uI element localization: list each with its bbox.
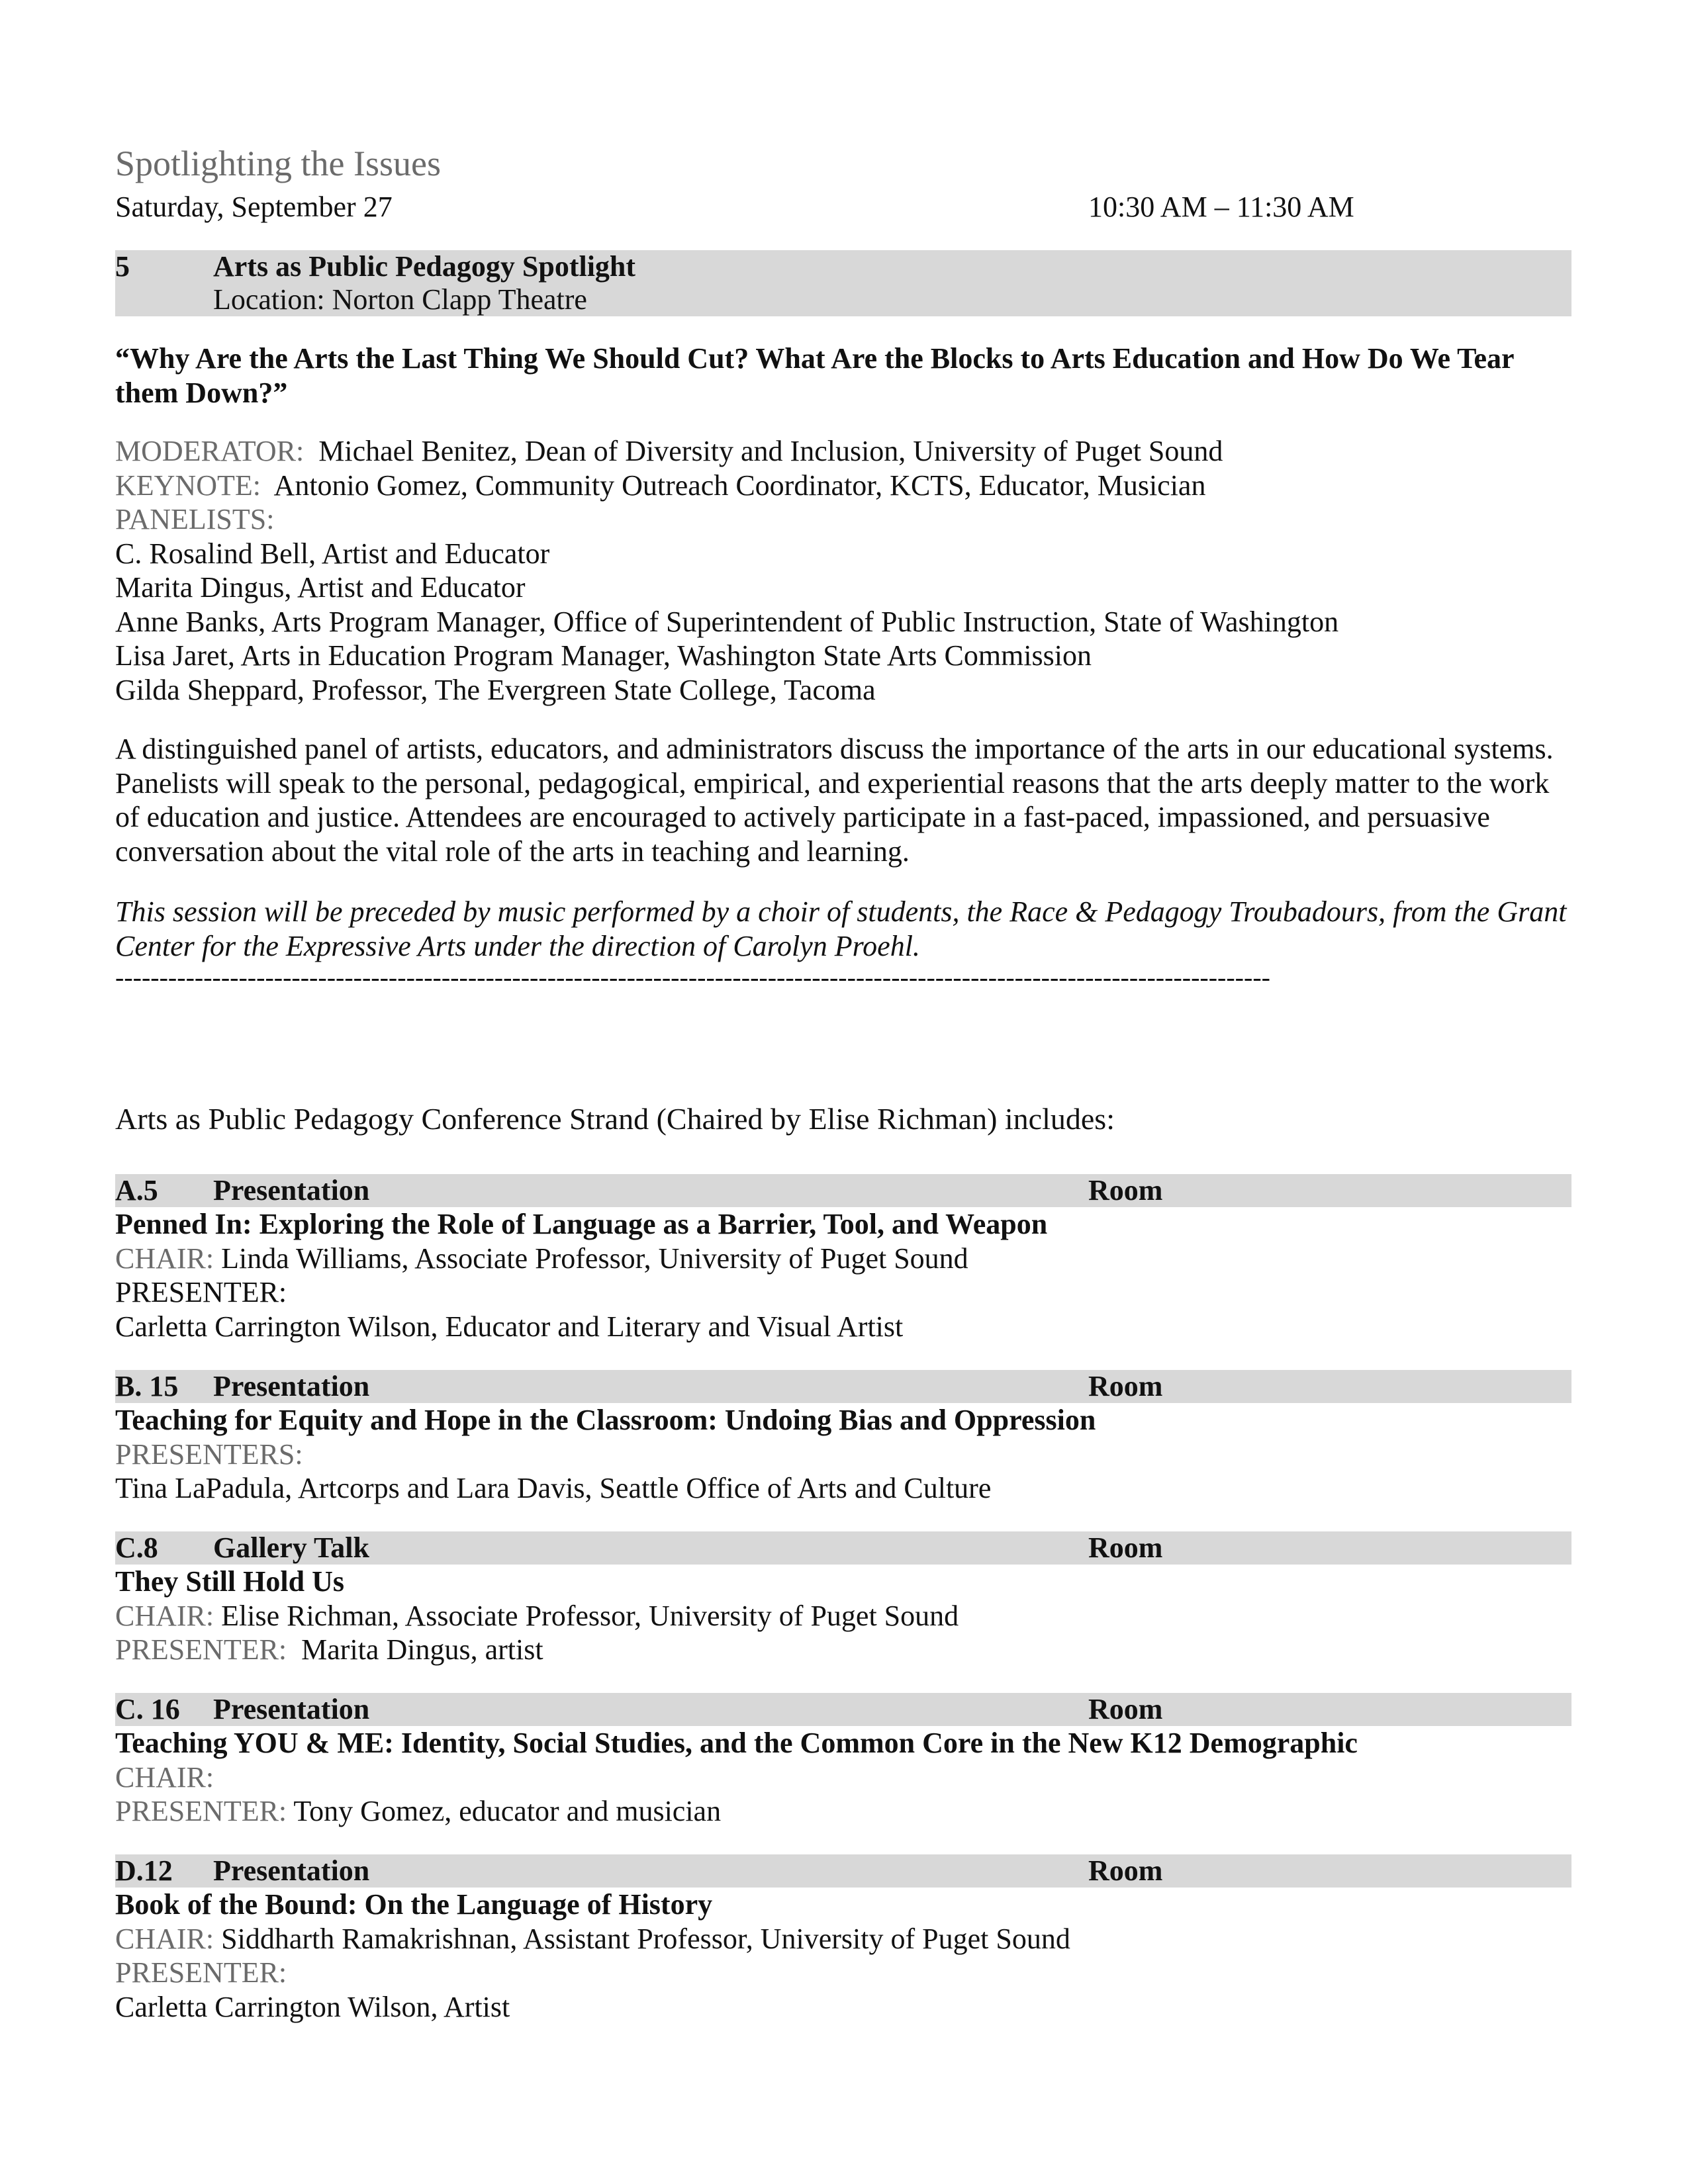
entry-title: Book of the Bound: On the Language of History (115, 1888, 713, 1921)
presenter-name: Carletta Carrington Wilson, Artist (115, 1990, 510, 2023)
chair-label: CHAIR: (115, 1922, 214, 1955)
entry-title: Teaching YOU & ME: Identity, Social Studies, and the Common Core in the New K12 Demographic (115, 1727, 1358, 1759)
entry-header-bar (115, 1854, 1571, 1888)
chair-label: CHAIR: (115, 1760, 214, 1794)
chair-name: Linda Williams, Associate Professor, University of Puget Sound (221, 1242, 968, 1275)
entry-room: Room (1088, 1174, 1163, 1206)
session-title: Arts as Public Pedagogy Spotlight (213, 250, 636, 283)
entry-header-bar (115, 1693, 1571, 1726)
entry-code: C.8 (115, 1531, 158, 1564)
entry-room: Room (1088, 1693, 1163, 1725)
strand-entry (115, 1693, 1571, 1829)
panelist: C. Rosalind Bell, Artist and Educator (115, 537, 550, 570)
entry-type: Presentation (213, 1370, 370, 1402)
presenters-label: PRESENTERS: (115, 1437, 303, 1471)
presenter-line (115, 1275, 1571, 1310)
moderator-line (115, 434, 1571, 469)
session-question: “Why Are the Arts the Last Thing We Should Cut? What Are the Blocks to Arts Education and How Do We Tear them Down?” (115, 342, 1514, 409)
session-description: A distinguished panel of artists, educators, and administrators discuss the importance of the arts in our educational systems. Panelists will speak to the personal, pedagogical, empirical, and experiential reasons that the arts deeply matter to the work of education and justice. Attendees are encouraged to actively participate in a fast-paced, impassioned, and persuasive conversation about the vital role of the arts in teaching and learning. (115, 733, 1554, 868)
entry-header-bar (115, 1370, 1571, 1403)
presenter-label: PRESENTER: (115, 1956, 287, 1989)
presenter-name: Tina LaPadula, Artcorps and Lara Davis, Seattle Office of Arts and Culture (115, 1472, 992, 1504)
chair-name: Siddharth Ramakrishnan, Assistant Professor, University of Puget Sound (221, 1922, 1070, 1955)
entry-title: Penned In: Exploring the Role of Language as a Barrier, Tool, and Weapon (115, 1208, 1048, 1240)
strand-entry (115, 1854, 1571, 2024)
chair-line (115, 1242, 1571, 1276)
entry-code: C. 16 (115, 1693, 180, 1725)
moderator-name: Michael Benitez, Dean of Diversity and Inclusion, University of Puget Sound (318, 435, 1223, 467)
entry-title: They Still Hold Us (115, 1565, 344, 1598)
session-time: 10:30 AM – 11:30 AM (1088, 191, 1354, 223)
entry-room: Room (1088, 1531, 1163, 1564)
page-title: Spotlighting the Issues (115, 144, 442, 183)
presenter-name: Marita Dingus, artist (301, 1633, 543, 1666)
chair-name: Elise Richman, Associate Professor, University of Puget Sound (221, 1599, 959, 1632)
presenter-line (115, 1633, 1571, 1667)
session-people (115, 434, 1571, 707)
presenter-label: PRESENTER: (115, 1633, 287, 1666)
session-header-bar (115, 250, 1571, 316)
session-number: 5 (115, 250, 130, 283)
chair-label: CHAIR: (115, 1599, 214, 1632)
entry-room: Room (1088, 1854, 1163, 1887)
chair-line (115, 1599, 1571, 1633)
presenter-name: Tony Gomez, educator and musician (293, 1795, 722, 1827)
presenter-line (115, 1794, 1571, 1829)
chair-label: CHAIR: (115, 1242, 214, 1275)
entry-type: Presentation (213, 1174, 370, 1206)
panelist: Marita Dingus, Artist and Educator (115, 571, 526, 604)
entry-room: Room (1088, 1370, 1163, 1402)
presenter-label: PRESENTER: (115, 1276, 287, 1308)
session-date: Saturday, September 27 (115, 191, 393, 223)
entry-header-bar (115, 1174, 1571, 1207)
presenter-label: PRESENTER: (115, 1795, 287, 1827)
session-note: This session will be preceded by music performed by a choir of students, the Race & Pedagogy Troubadours, from the Grant Center for the Expressive Arts under the direction of Carolyn Proehl. (115, 895, 1567, 962)
keynote-name: Antonio Gomez, Community Outreach Coordinator, KCTS, Educator, Musician (273, 469, 1206, 502)
entry-code: A.5 (115, 1174, 158, 1206)
entry-code: D.12 (115, 1854, 173, 1887)
entry-type: Presentation (213, 1854, 370, 1887)
entry-header-bar (115, 1531, 1571, 1565)
strand-entry (115, 1531, 1571, 1667)
entry-code: B. 15 (115, 1370, 179, 1402)
panelist: Gilda Sheppard, Professor, The Evergreen State College, Tacoma (115, 673, 876, 706)
session-location: Location: Norton Clapp Theatre (213, 283, 587, 316)
moderator-label: MODERATOR: (115, 435, 305, 467)
panelist: Lisa Jaret, Arts in Education Program Manager, Washington State Arts Commission (115, 639, 1092, 672)
date-time-row (115, 191, 1571, 224)
keynote-line (115, 469, 1571, 503)
entry-type: Presentation (213, 1693, 370, 1725)
entry-type: Gallery Talk (213, 1531, 369, 1564)
chair-line (115, 1922, 1571, 1956)
presenter-name: Carletta Carrington Wilson, Educator and Literary and Visual Artist (115, 1310, 904, 1343)
panelist: Anne Banks, Arts Program Manager, Office of Superintendent of Public Instruction, State of Washington (115, 605, 1339, 638)
dashed-separator: ----------------------------------------------------------------------------------------------------------------------------------- (115, 962, 1270, 992)
panelists-label: PANELISTS: (115, 503, 275, 535)
entry-title: Teaching for Equity and Hope in the Classroom: Undoing Bias and Oppression (115, 1404, 1096, 1436)
strand-entry (115, 1174, 1571, 1343)
chair-line (115, 1760, 1571, 1795)
keynote-label: KEYNOTE: (115, 469, 261, 502)
strand-entry (115, 1370, 1571, 1506)
strand-intro: Arts as Public Pedagogy Conference Strand (Chaired by Elise Richman) includes: (115, 1102, 1115, 1136)
